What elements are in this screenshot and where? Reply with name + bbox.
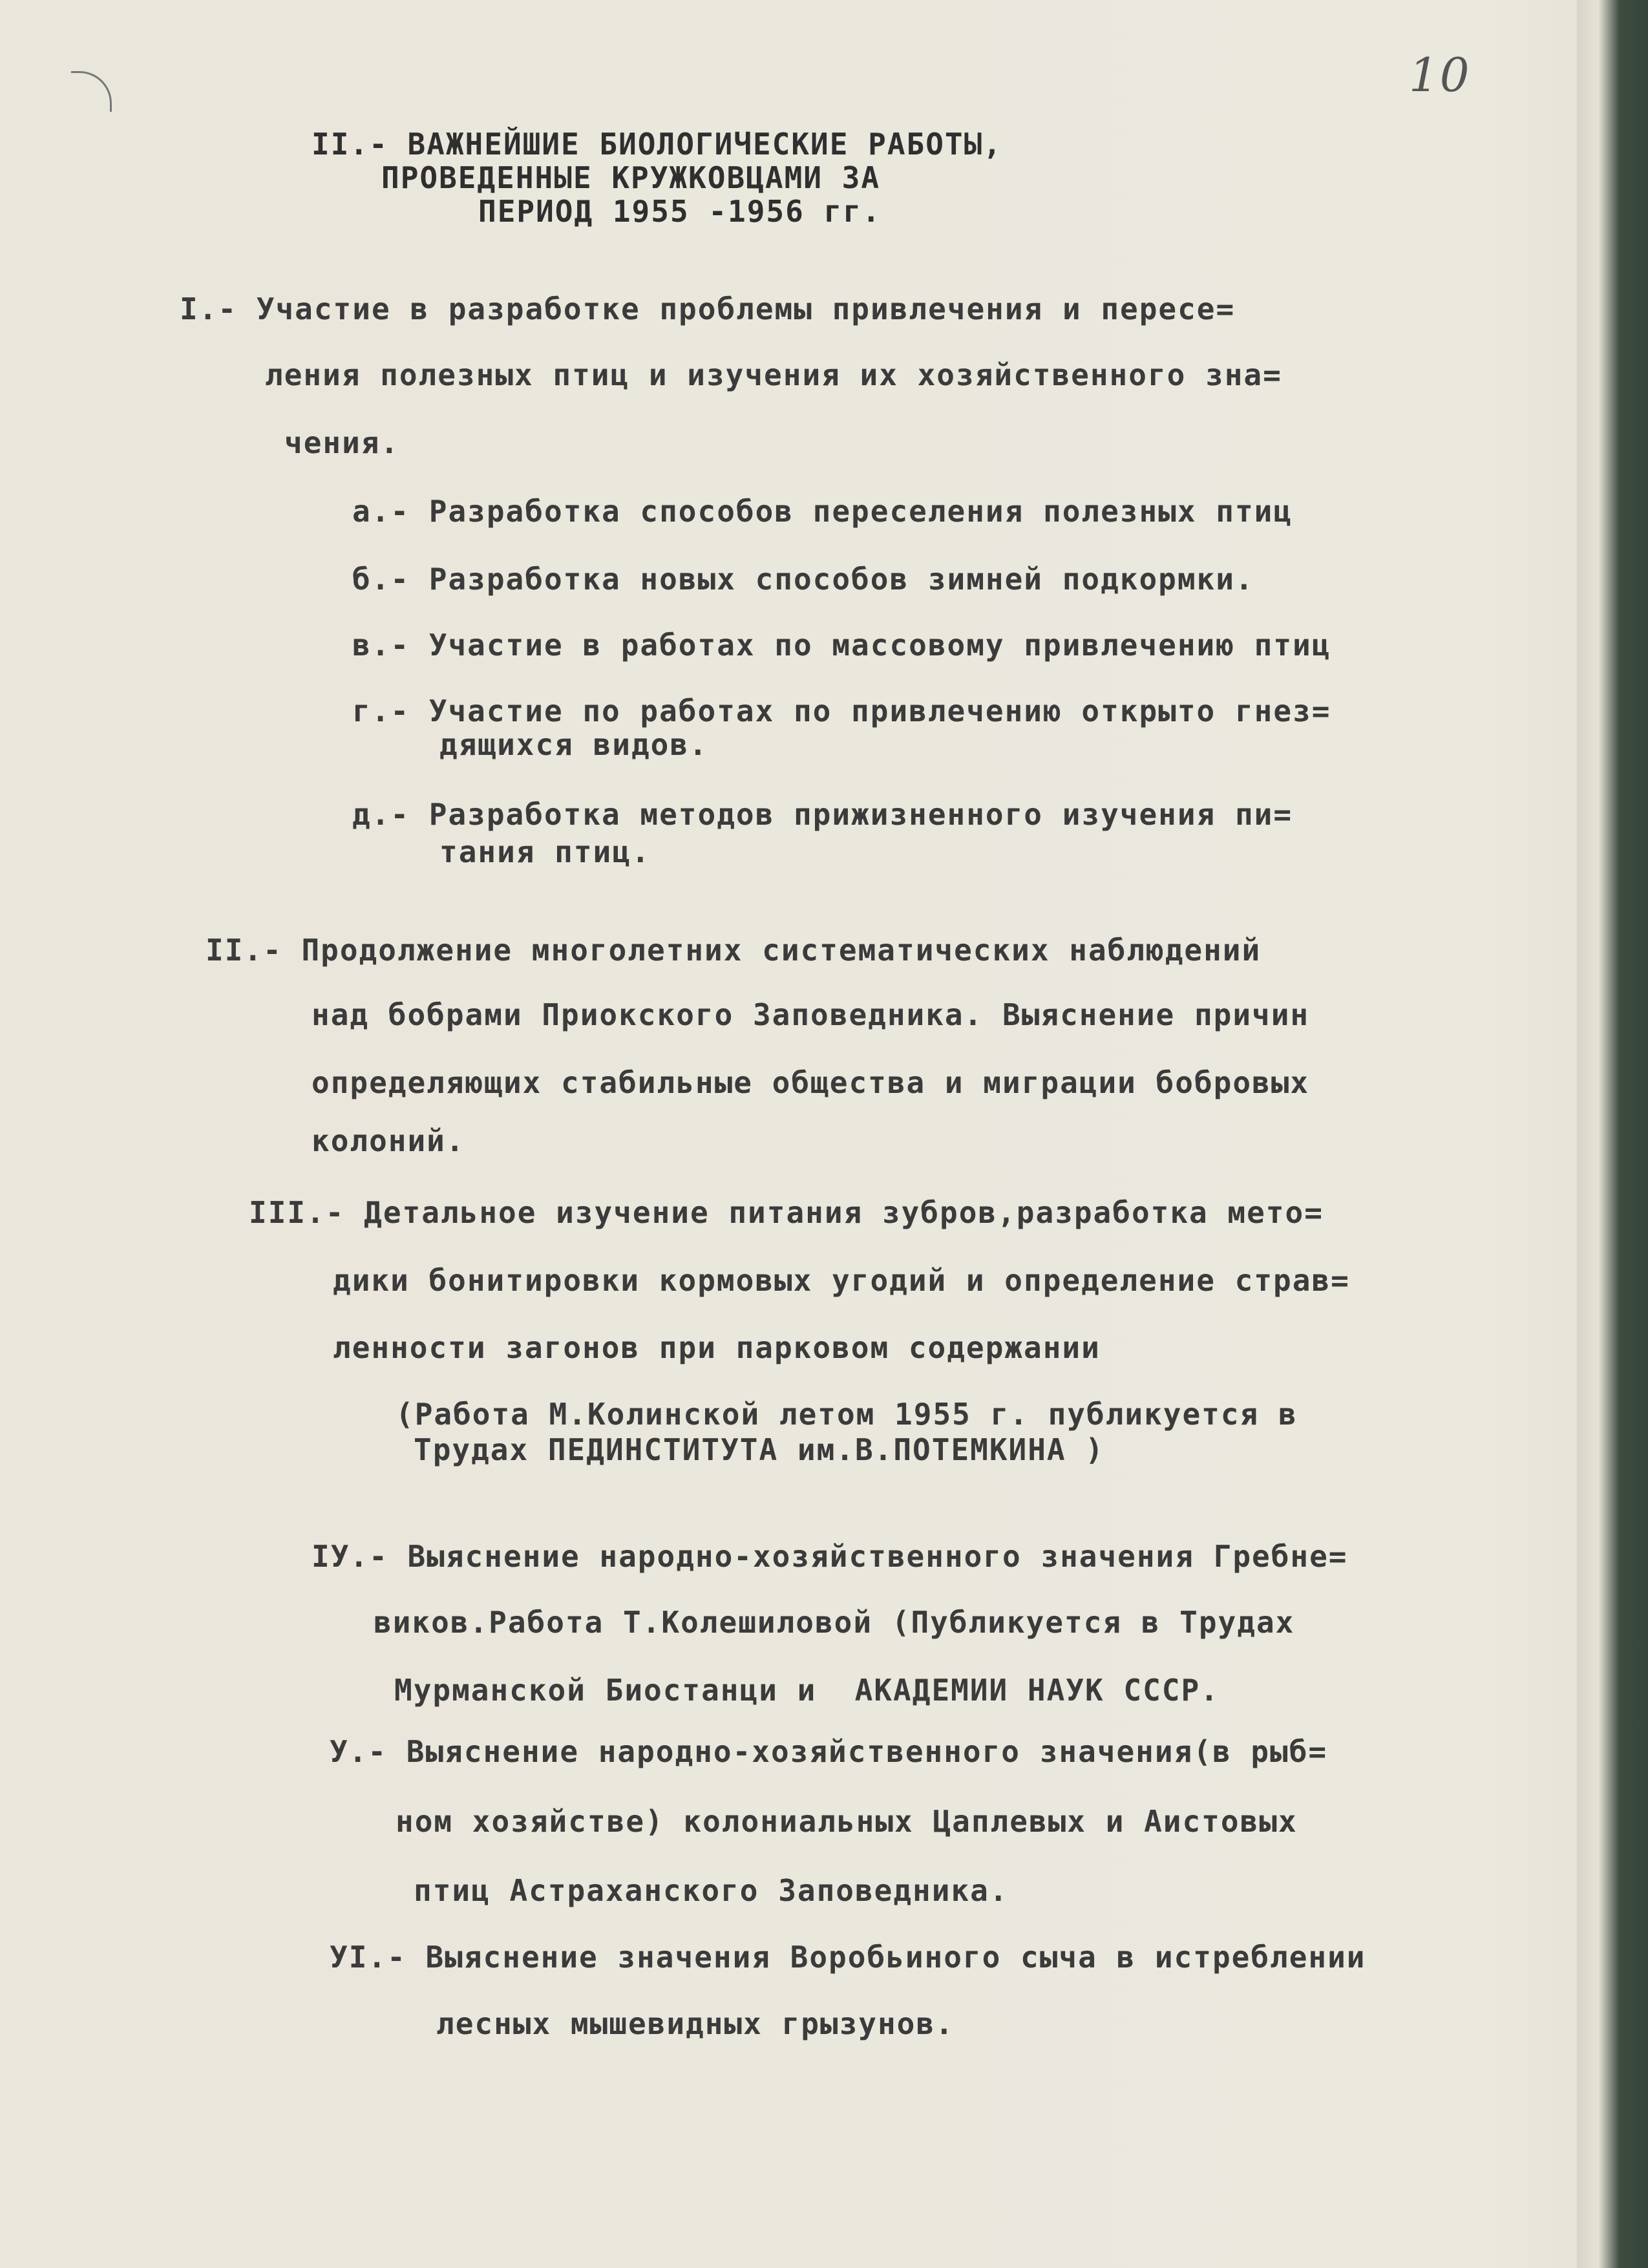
item-b: б.- Разработка новых способов зимней подкормки.: [352, 562, 1254, 597]
section-4-line-3: Мурманской Биостанци и АКАДЕМИИ НАУК СССР.: [394, 1673, 1220, 1708]
section-5-line-2: ном хозяйстве) колониальных Цаплевых и Аистовых: [396, 1804, 1298, 1839]
section-2-line-1: II.- Продолжение многолетних систематических наблюдений: [206, 933, 1262, 968]
title-line-1: II.- ВАЖНЕЙШИЕ БИОЛОГИЧЕСКИЕ РАБОТЫ,: [312, 127, 1002, 162]
section-6-line-2: лесных мышевидных грызунов.: [436, 2006, 955, 2041]
section-3-note-line-1: (Работа М.Колинской летом 1955 г. публикуется в: [396, 1397, 1298, 1432]
section-2-line-3: определяющих стабильные общества и миграции бобровых: [312, 1065, 1310, 1100]
section-4-line-1: IУ.- Выяснение народно-хозяйственного значения Гребне=: [312, 1539, 1348, 1574]
item-d-line-2: тания птиц.: [439, 834, 651, 869]
item-v: в.- Участие в работах по массовому привлечению птиц: [352, 628, 1331, 662]
section-3-line-1: III.- Детальное изучение питания зубров,разработка мето=: [249, 1195, 1324, 1230]
title-line-2: ПРОВЕДЕННЫЕ КРУЖКОВЦАМИ ЗА: [381, 160, 881, 195]
section-5-line-1: У.- Выяснение народно-хозяйственного значения(в рыб=: [330, 1734, 1328, 1769]
section-2-line-4: колоний.: [312, 1123, 465, 1158]
section-3-line-3: ленности загонов при парковом содержании: [333, 1330, 1101, 1365]
item-g-line-1: г.- Участие по работах по привлечению открыто гнез=: [352, 694, 1331, 728]
item-d-line-1: д.- Разработка методов прижизненного изучения пи=: [352, 797, 1293, 832]
page-edge: [1577, 0, 1648, 2268]
section-4-line-2: виков.Работа Т.Колешиловой (Публикуется в Трудах: [374, 1605, 1295, 1640]
page-number: 10: [1409, 48, 1471, 102]
section-2-line-2: над бобрами Приокского Заповедника. Выяснение причин: [312, 997, 1310, 1032]
section-1-line-1: I.- Участие в разработке проблемы привлечения и пересе=: [180, 291, 1236, 326]
section-1-line-2: ления полезных птиц и изучения их хозяйственного зна=: [265, 357, 1282, 392]
section-1-line-3: чения.: [284, 425, 400, 460]
section-6-line-1: УI.- Выяснение значения Воробьиного сыча в истреблении: [330, 1940, 1366, 1975]
section-3-note-line-2: Трудах ПЕДИНСТИТУТА им.В.ПОТЕМКИНА ): [414, 1432, 1104, 1467]
pencil-mark: [71, 71, 112, 112]
section-5-line-3: птиц Астраханского Заповедника.: [414, 1873, 1009, 1908]
item-a: а.- Разработка способов переселения полезных птиц: [352, 494, 1293, 529]
section-3-line-2: дики бонитировки кормовых угодий и определение страв=: [333, 1263, 1350, 1298]
item-g-line-2: дящихся видов.: [439, 727, 708, 762]
title-line-3: ПЕРИОД 1955 -1956 гг.: [478, 194, 882, 229]
